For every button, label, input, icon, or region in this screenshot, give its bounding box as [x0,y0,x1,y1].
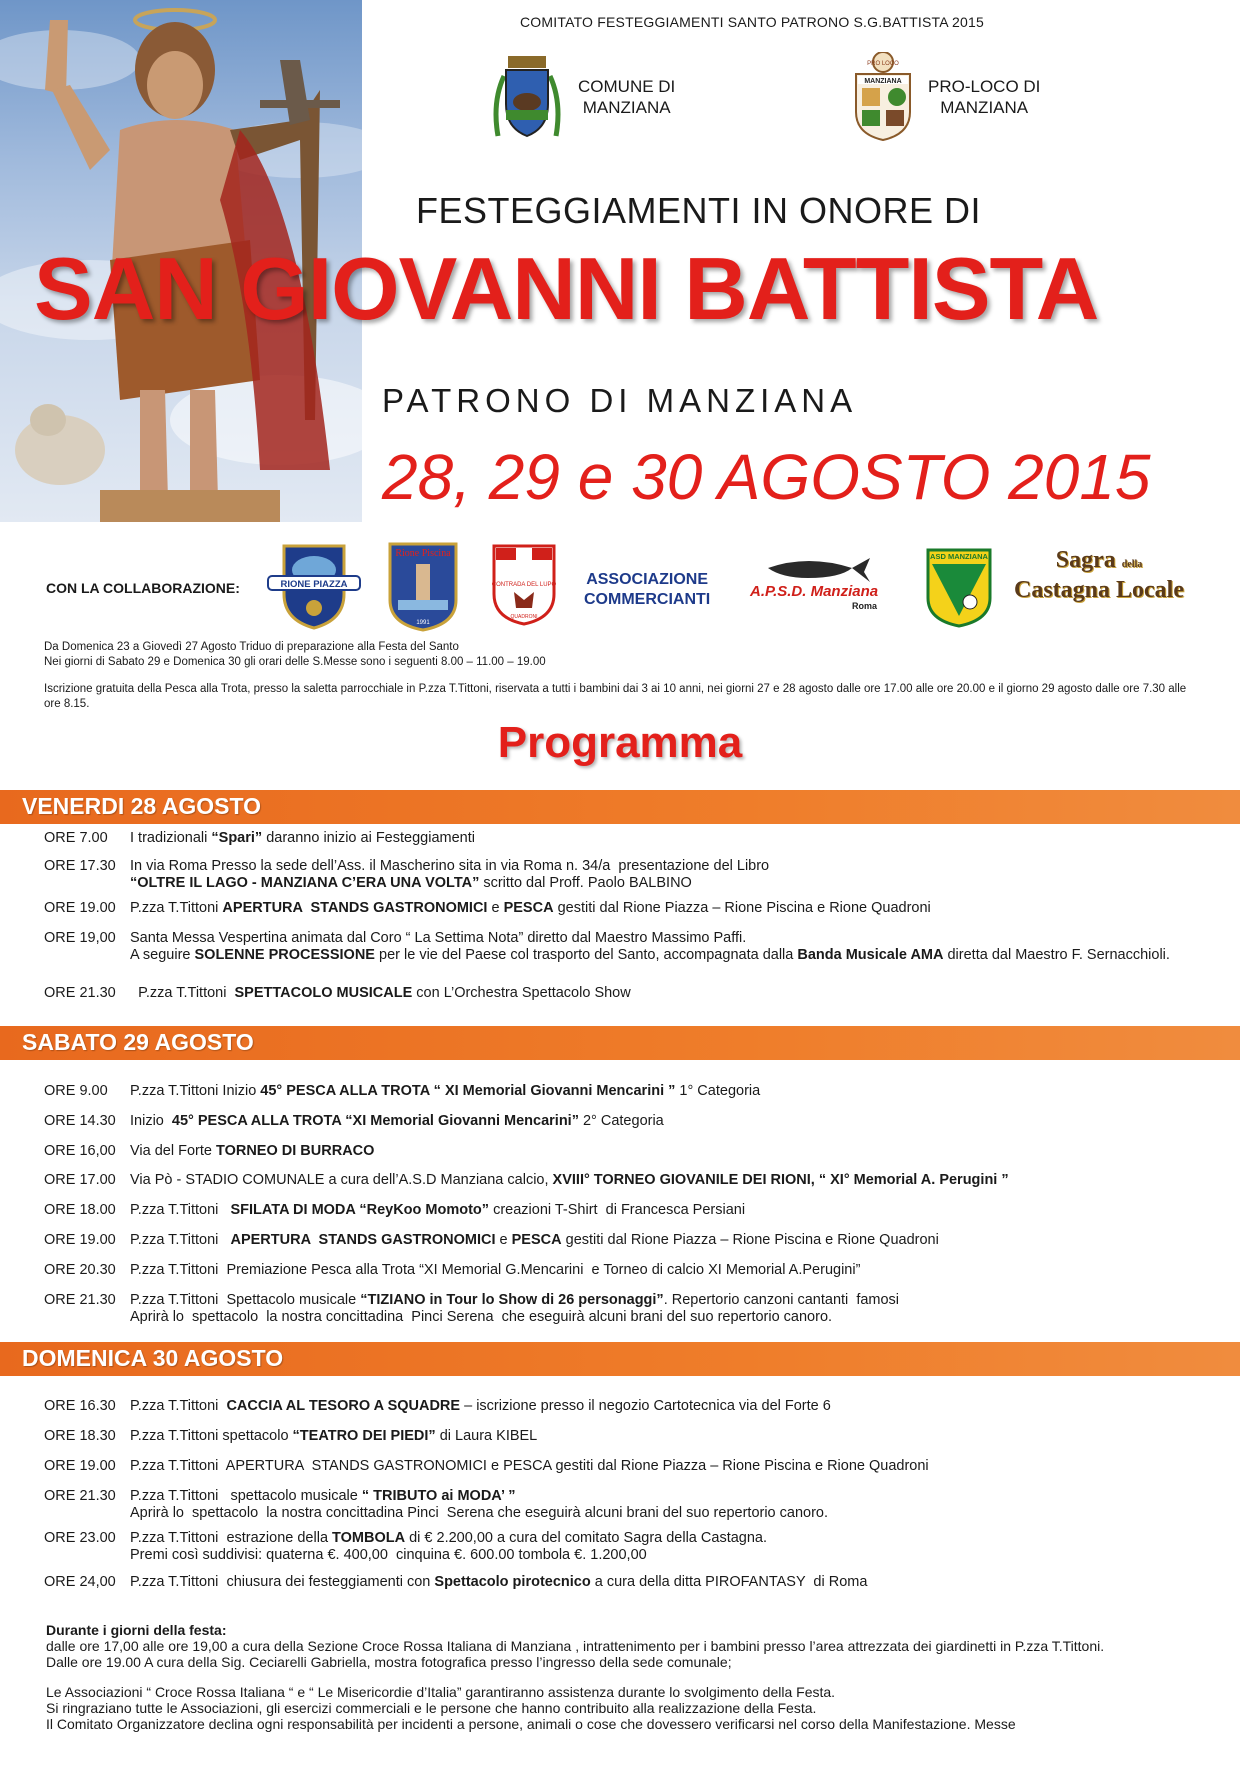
asd-manziana-logo [924,546,994,633]
event-time: ORE 16,00 [44,1143,116,1159]
footer-line: Dalle ore 19.00 A cura della Sig. Ceciarelli Gabriella, mostra fotografica presso l’ingresso della sede comunale; [46,1654,732,1670]
event-text: scritto dal Proff. Paolo BALBINO [479,875,692,891]
event-time: ORE 16.30 [44,1398,116,1414]
schedule-row [44,1262,1224,1279]
event-text: Santa Messa Vespertina animata dal Coro “ La Settima Nota” diretto dal Maestro Massimo Paffi. [130,930,747,946]
event-text: 1° Categoria [675,1083,761,1099]
svg-text:1991: 1991 [416,620,430,626]
schedule-row [44,1488,1224,1522]
event-text: Via del Forte [130,1143,216,1159]
event-text: P.zza T.Tittoni [130,1202,231,1218]
note-line: Nei giorni di Sabato 29 e Domenica 30 gli orari delle S.Messe sono i seguenti 8.00 – 11.00 – 19.00 [44,656,546,668]
event-text: Aprirà lo spettacolo la nostra concittadina Pinci Serena che eseguirà alcuni brani del suo repertorio canoro. [130,1505,829,1521]
event-highlight: “OLTRE IL LAGO - MANZIANA C’ERA UNA VOLTA” [130,875,480,891]
event-highlight: 45° PESCA ALLA TROTA “XI Memorial Giovanni Mencarini” [171,1113,579,1129]
event-highlight: “Spari” [211,830,263,846]
footer-line: Le Associazioni “ Croce Rossa Italiana “ e “ Le Misericordie d’Italia” garantiranno assistenza durante lo svolgimento della Festa. [46,1684,836,1700]
event-description [130,1398,1220,1415]
schedule-row [44,1398,1224,1415]
event-time: ORE 21.30 [44,1488,116,1504]
event-text: A seguire [130,947,195,963]
day-header-band [0,1026,1240,1060]
proloco-label: PRO-LOCO DI MANZIANA [928,77,1041,117]
event-highlight: “TEATRO DEI PIEDI” [292,1428,436,1444]
programma-heading: Programma [497,718,743,767]
event-text: diretta dal Maestro F. Sernacchioli. [943,947,1170,963]
apsd-manziana-logo [748,556,900,617]
event-description [130,985,1220,1002]
event-text: . Repertorio canzoni cantanti famosi [663,1292,900,1308]
schedule-row [44,858,1224,892]
schedule-row [44,1232,1224,1249]
schedule-row [44,1574,1224,1591]
event-description [130,900,1220,917]
event-description [130,1143,1220,1160]
event-text: di Laura KIBEL [435,1428,538,1444]
event-description [130,1292,1220,1326]
schedule-row [44,1292,1224,1326]
schedule-row [44,1172,1224,1189]
day-header-band [0,1342,1240,1376]
schedule-row [44,930,1224,964]
event-highlight: SOLENNE PROCESSIONE [194,947,375,963]
svg-text:ASD MANZIANA: ASD MANZIANA [930,552,988,561]
footer-line: Si ringraziano tutte le Associazioni, gli esercizi commerciali e le persone che hanno contribuito alla realizzazione della Festa. [46,1700,817,1716]
event-description [130,1530,1220,1564]
event-text: Inizio [130,1113,172,1129]
schedule-row [44,1083,1224,1100]
event-text: P.zza T.Tittoni Premiazione Pesca alla Trota “XI Memorial G.Mencarini e Torneo di calcio XI Memorial A.Perugini” [130,1262,861,1278]
event-time: ORE 19.00 [44,900,116,916]
svg-text:Rione Piscina: Rione Piscina [395,548,451,559]
comune-label: COMUNE DI MANZIANA [578,77,676,117]
event-highlight: Spettacolo pirotecnico [434,1574,591,1590]
event-highlight: TORNEO DI BURRACO [215,1143,375,1159]
comune-crest-icon [490,52,564,142]
event-description [130,1574,1220,1591]
day-header-label: VENERDI 28 AGOSTO [22,793,262,819]
event-text: e [495,1232,512,1248]
event-text: di € 2.200,00 a cura del comitato Sagra della Castagna. [405,1530,768,1546]
event-time: ORE 21.30 [44,985,116,1001]
event-text: P.zza T.Tittoni [130,1232,231,1248]
event-time: ORE 20.30 [44,1262,116,1278]
schedule-row [44,1458,1224,1475]
event-text: Via Pò - STADIO COMUNALE a cura dell’A.S.D Manziana calcio, [130,1172,553,1188]
event-highlight: TOMBOLA [332,1530,406,1546]
schedule-row [44,830,1224,847]
event-highlight: CACCIA AL TESORO A SQUADRE [226,1398,461,1414]
event-text: In via Roma Presso la sede dell’Ass. il Mascherino sita in via Roma n. 34/a presentazione del Libro [130,858,770,874]
event-highlight: 45° PESCA ALLA TROTA “ XI Memorial Giovanni Mencarini ” [260,1083,676,1099]
event-highlight: APERTURA STANDS GASTRONOMICI [230,1232,496,1248]
note-line: Da Domenica 23 a Giovedì 27 Agosto Triduo di preparazione alla Festa del Santo [44,641,459,653]
footer-line: Il Comitato Organizzatore declina ogni responsabilità per incidenti a persone, animali o cose che dovessero verificarsi nel corso della Manifestazione. Messe [46,1716,1016,1732]
comune-block [490,52,675,142]
event-description [130,858,1220,892]
event-highlight: “TIZIANO in Tour lo Show di 26 personaggi” [360,1292,664,1308]
event-highlight: XVIII° TORNEO GIOVANILE DEI RIONI, “ XI° Memorial A. Perugini ” [552,1172,1009,1188]
svg-text:MANZIANA: MANZIANA [864,78,902,85]
sagra-castagna-logo: Sagra della Castagna Locale [1014,547,1184,603]
event-text: P.zza T.Tittoni Spettacolo musicale [130,1292,361,1308]
event-highlight: Banda Musicale AMA [797,947,944,963]
schedule-row [44,1113,1224,1130]
collaboration-label: CON LA COLLABORAZIONE: [46,580,240,596]
footer-line: dalle ore 17,00 alle ore 19,00 a cura della Sezione Croce Rossa Italiana di Manziana , intrattenimento per i bambini presso l’area attrezzata dei giardinetti in P.zza T.Tittoni. [46,1638,1105,1654]
associazione-commercianti-logo: ASSOCIAZIONE COMMERCIANTI [584,571,711,608]
footer-heading: Durante i giorni della festa: [46,1622,227,1638]
rione-piscina-logo [386,540,460,637]
svg-text:PRO LOCO: PRO LOCO [867,61,899,67]
event-time: ORE 19,00 [44,930,116,946]
event-text: P.zza T.Tittoni APERTURA STANDS GASTRONOMICI e PESCA gestiti dal Rione Piazza – Rione Piscina e Rione Quadroni [130,1458,929,1474]
event-time: ORE 18.00 [44,1202,116,1218]
svg-text:QUADRONI: QUADRONI [510,614,538,620]
proloco-crest-icon [852,52,914,142]
event-highlight: SFILATA DI MODA “ReyKoo Momoto” [230,1202,490,1218]
schedule-row [44,1530,1224,1564]
main-title: SAN GIOVANNI BATTISTA [34,239,1099,338]
event-description [130,1232,1220,1249]
subtitle: PATRONO DI MANZIANA [382,382,858,419]
event-description [130,830,1220,847]
schedule-row [44,1143,1224,1160]
event-time: ORE 21.30 [44,1292,116,1308]
event-highlight: PESCA [511,1232,562,1248]
event-time: ORE 23.00 [44,1530,116,1546]
event-time: ORE 17.00 [44,1172,116,1188]
pre-title: FESTEGGIAMENTI IN ONORE DI [416,190,982,231]
event-description [130,1488,1220,1522]
event-description [130,1428,1220,1445]
event-text: creazioni T-Shirt di Francesca Persiani [489,1202,746,1218]
event-text: P.zza T.Tittoni [130,1398,227,1414]
contrada-lupo-logo [490,542,558,631]
event-time: ORE 19.00 [44,1458,116,1474]
schedule-row [44,985,1224,1002]
event-time: ORE 24,00 [44,1574,116,1590]
note-line: Iscrizione gratuita della Pesca alla Trota, presso la saletta parrocchiale in P.zza T.Tittoni, riservata a tutti i bambini dai 3 ai 10 anni, nei giorni 27 e 28 agosto dalle ore 17.00 alle ore 20.00 e il giorno 29 agosto dalle ore 7.30 alle ore 8.15. [44,683,1187,710]
event-text: 2° Categoria [578,1113,664,1129]
event-text: Premi così suddivisi: quaterna €. 400,00 cinquina €. 600.00 tombola €. 1.200,00 [130,1547,647,1563]
committee-line: COMITATO FESTEGGIAMENTI SANTO PATRONO S.G.BATTISTA 2015 [520,14,984,30]
event-text: P.zza T.Tittoni estrazione della [130,1530,333,1546]
footer-notes [46,1622,1226,1732]
event-dates: 28, 29 e 30 AGOSTO 2015 [382,441,1151,513]
schedule-row [44,900,1224,917]
day-header-label: SABATO 29 AGOSTO [22,1029,254,1055]
event-time: ORE 19.00 [44,1232,116,1248]
event-text: P.zza T.Tittoni Inizio [130,1083,261,1099]
event-text: a cura della ditta PIROFANTASY di Roma [590,1574,868,1590]
event-highlight: APERTURA STANDS GASTRONOMICI [222,900,488,916]
svg-text:RIONE PIAZZA: RIONE PIAZZA [280,579,348,590]
event-time: ORE 17.30 [44,858,116,874]
event-description [130,1113,1220,1130]
event-text: P.zza T.Tittoni chiusura dei festeggiamenti con [130,1574,435,1590]
svg-text:A.P.S.D. Manziana: A.P.S.D. Manziana [750,583,879,600]
event-description [130,1202,1220,1219]
event-description [130,1458,1220,1475]
schedule-row [44,1428,1224,1445]
event-time: ORE 9.00 [44,1083,108,1099]
event-text: daranno inizio ai Festeggiamenti [262,830,475,846]
event-text: gestiti dal Rione Piazza – Rione Piscina e Rione Quadroni [561,1232,939,1248]
event-description [130,930,1220,964]
svg-text:Roma: Roma [852,601,878,611]
event-text: I tradizionali [130,830,212,846]
event-description [130,1083,1220,1100]
notes-block [44,640,1204,712]
event-text: gestiti dal Rione Piazza – Rione Piscina e Rione Quadroni [553,900,931,916]
event-time: ORE 7.00 [44,830,108,846]
event-text: per le vie del Paese col trasporto del Santo, accompagnata dalla [374,947,798,963]
event-text: con L’Orchestra Spettacolo Show [412,985,631,1001]
schedule-row [44,1202,1224,1219]
event-highlight: SPETTACOLO MUSICALE [234,985,413,1001]
day-header-band [0,790,1240,824]
event-time: ORE 14.30 [44,1113,116,1129]
event-text: P.zza T.Tittoni [130,985,235,1001]
event-description [130,1262,1220,1279]
event-highlight: PESCA [503,900,554,916]
event-description [130,1172,1220,1189]
event-text: Aprirà lo spettacolo la nostra concittadina Pinci Serena che eseguirà alcuni brani del suo repertorio canoro. [130,1309,833,1325]
day-header-label: DOMENICA 30 AGOSTO [22,1345,284,1371]
event-text: e [487,900,504,916]
rione-piazza-logo [266,538,362,635]
event-text: P.zza T.Tittoni spettacolo musicale [130,1488,362,1504]
event-highlight: “ TRIBUTO ai MODA’ ” [361,1488,516,1504]
event-text: – iscrizione presso il negozio Cartotecnica via del Forte 6 [460,1398,831,1414]
proloco-block [852,52,1040,142]
event-text: P.zza T.Tittoni spettacolo [130,1428,293,1444]
event-text: P.zza T.Tittoni [130,900,223,916]
svg-text:CONTRADA DEL LUPO: CONTRADA DEL LUPO [491,582,557,588]
event-time: ORE 18.30 [44,1428,116,1444]
